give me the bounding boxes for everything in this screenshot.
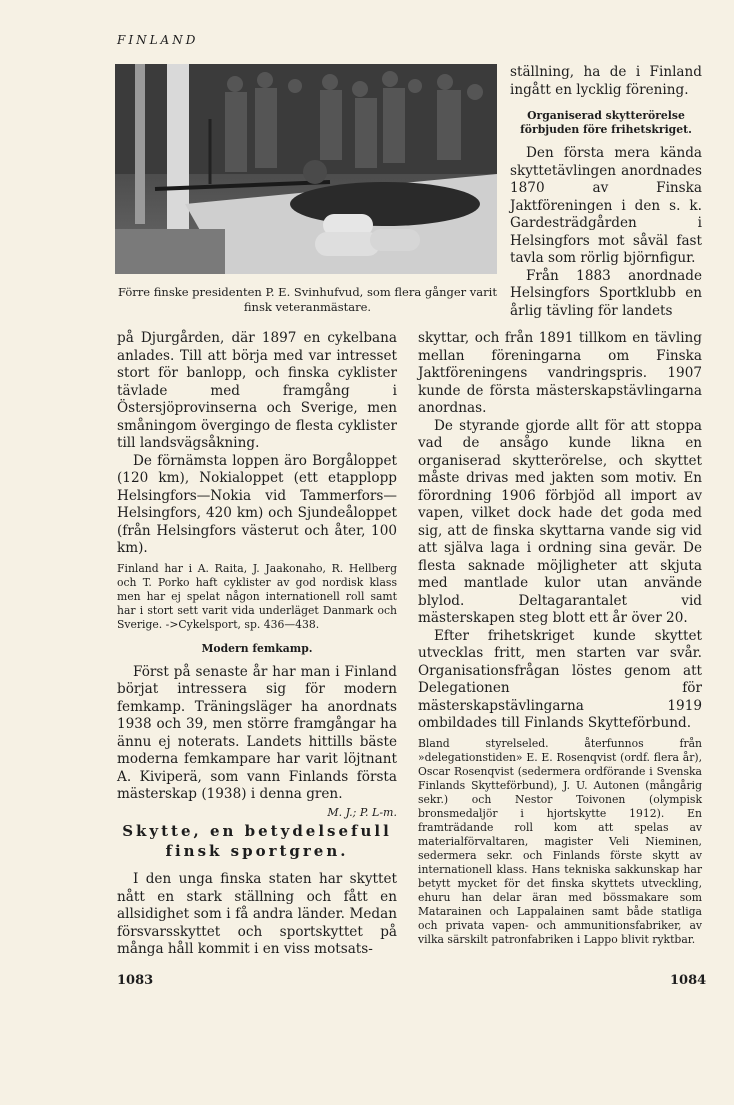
photo-caption: Förre finske presidenten P. E. Svinhufvud, som flera gånger varit finsk veteranmästare. — [118, 285, 497, 314]
right-column-top — [510, 64, 702, 320]
page-number-left: 1083 — [117, 973, 154, 988]
paragraph: De förnämsta loppen äro Borgåloppet (120 km), Nokialoppet (ett etapplopp Helsingfors—Nokia vid Tammerfors—Helsingfors, 420 km) och Sjundeåloppet (från Helsingfors västerut och åter, 100 km). — [117, 452, 397, 556]
page-number-right: 1084 — [670, 973, 707, 988]
paragraph: Den första mera kända skyttetävlingen anordnades 1870 av Finska Jaktföreningen i den s. k. Gardesträdgården i Helsingfors mot såväl fast tavla som rörlig björnfigur. — [510, 145, 702, 266]
author-signature: M. J.; P. L-m. — [327, 805, 397, 819]
paragraph: ställning, ha de i Finland ingått en lycklig förening. — [510, 64, 702, 98]
paragraph — [117, 663, 397, 819]
small-print: Bland styrelseled. återfunnos från »delegationstiden» E. E. Rosenqvist (ordf. flera år), Oscar Rosenqvist (sedermera ordförande i Svenska Finlands Skytteförbund), J. U. Autonen (mångårig sekr.) och Nestor Toivonen (olympisk bronsmedaljör i hjortskytte 1912). En framträdande roll kom att spelas av materialförvaltaren, magister Veli Nieminen, sedermera sekr. och Finlands förste skytt av internationell klass. Hans tekniska sakkunskap har betytt mycket för det finska skyttets utveckling, ehuru han delar äran med bössmakare som Matarainen och Lappalainen samt både statliga och privata vapen- och ammunitionsfabriker, av vilka särskilt patronfabriken i Lappo blivit ryktbar. — [418, 736, 702, 946]
running-head: FINLAND — [117, 33, 199, 47]
small-print: Finland har i A. Raita, J. Jaakonaho, R. Hellberg och T. Porko haft cyklister av god nordisk klass men har ej spelat någon internationell roll samt har i stort sett varit vida underläget Danmark och Sverige. ->Cykelsport, sp. 436—438. — [117, 561, 397, 631]
sub-heading-pentathlon: Modern femkamp. — [201, 641, 313, 655]
paragraph: skyttar, och från 1891 tillkom en tävling mellan föreningarna om Finska Jaktföreningens vandringspris. 1907 kunde de första mästerskapstävlingarna anordnas. — [418, 330, 702, 416]
sub-heading-shooting: Organiserad skytterörelse förbjuden före frihetskriget. — [520, 109, 692, 136]
section-heading: Skytte, en betydelsefull finsk sportgren. — [122, 822, 392, 860]
svinhufvud-photo — [115, 64, 497, 274]
paragraph: Från 1883 anordnade Helsingfors Sportklubb en årlig tävling för landets — [510, 267, 702, 319]
paragraph: Efter frihetskriget kunde skyttet utvecklas fritt, men starten var svår. Organisationsfrågan löstes genom att Delegationen för mästerskapstävlingarna 1919 ombildades till Finlands Skytteförbund. — [418, 627, 702, 731]
paragraph-text: Först på senaste år har man i Finland börjat intressera sig för modern femkamp. Träningsläger ha anordnats 1938 och 39, men större framgångar ha ännu ej noterats. Landets hittills bäste moderna femkampare har varit löjtnant A. Kiviperä, som vann Finlands första mästerskap (1938) i denna gren. — [117, 663, 397, 802]
right-column-main — [418, 330, 702, 947]
left-column — [117, 330, 397, 959]
paragraph: på Djurgården, där 1897 en cykelbana anlades. Till att börja med var intresset stort för banlopp, och finska cyklister tävlade med framgång i Östersjöprovinserna och Sverige, men småningom övergingo de flesta cyklister till landsvägsåkning. — [117, 330, 397, 451]
paragraph: De styrande gjorde allt för att stoppa vad de ansågo kunde likna en organiserad skytterörelse, och skyttet måste drivas med jakten som motiv. En förordning 1906 förbjöd all import av vapen, vilket dock hade det goda med sig, att de finska skyttarna vande sig vid att själva laga i ordning sina gevär. De flesta saknade möjligheter att skjuta med mantlade kulor utan använde blylod. Deltagarantalet vid mästerskapen steg blott ett år över 20. — [418, 417, 702, 626]
paragraph: I den unga finska staten har skyttet nått en stark ställning och fått en allsidighet som i få andra länder. Medan försvarsskyttet och sportskyttet på många håll kommit i en viss motsats- — [117, 871, 397, 957]
